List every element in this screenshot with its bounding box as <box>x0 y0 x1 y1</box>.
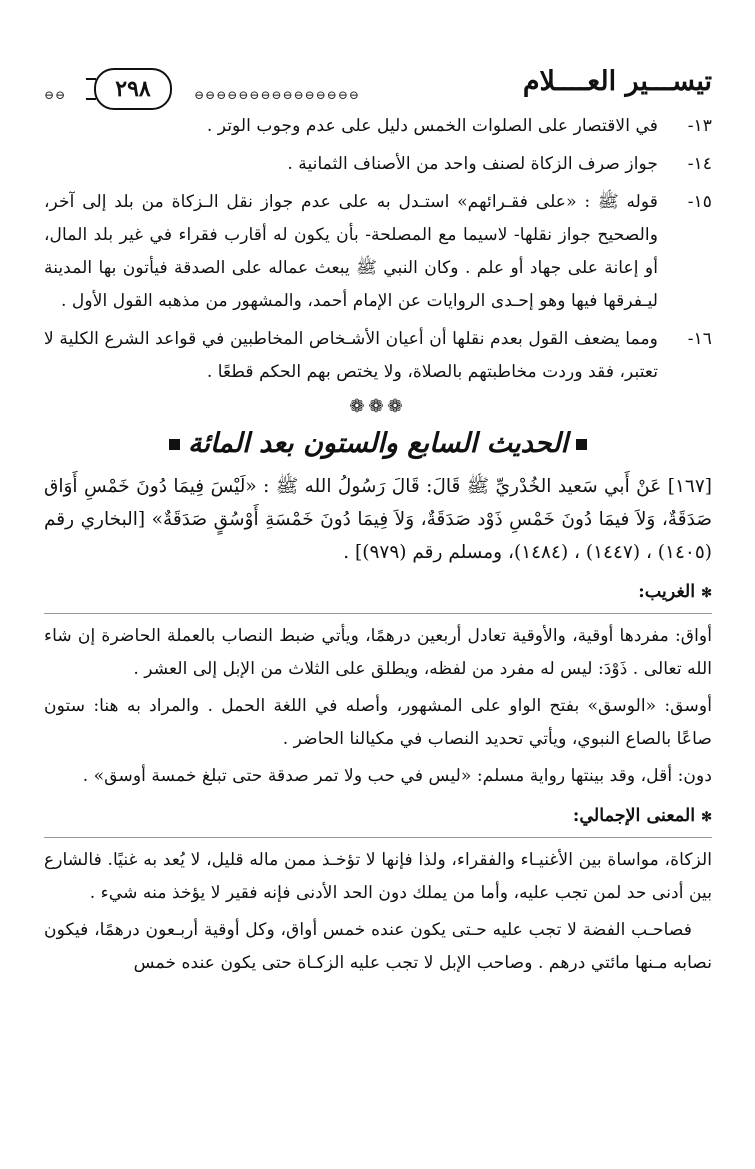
divider <box>44 613 712 614</box>
gharib-paragraph: دون: أقل، وقد بينتها رواية مسلم: «ليس في حب ولا تمر صدقة حتى تبلغ خمسة أوسق» . <box>82 766 712 786</box>
gharib-heading-text: الغريب: <box>638 582 696 602</box>
page-body <box>44 110 712 980</box>
item-text: جواز صرف الزكاة لصنف واحد من الأصناف الثمانية . <box>287 154 658 174</box>
numbered-item <box>44 186 712 318</box>
general-meaning-paragraph: فصاحـب الفضة لا تجب عليه حـتى يكون عنده خمس أواق، وكل أوقية أربـعون درهمًا، فيكون نصابه مـنها مائتي درهم . وصاحب الإبل لا تجب عليه الزكـاة حتى يكون عنده خمس <box>44 920 712 973</box>
square-bullet-icon <box>169 439 180 450</box>
item-text: ومما يضعف القول بعدم نقلها أن أعيان الأشـخاص المخاطبين في قواعد الشرع الكلية لا تعتبر، فقد وردت مخاطبتهم بالصلاة، ولا يختص بهم الحكم قطعًا . <box>44 329 658 382</box>
hadith-text: [١٦٧] عَنْ أَبي سَعيد الخُدْريِّ ﷺ قَالَ: قَالَ رَسُولُ الله ﷺ : «لَيْسَ فِيمَا دُونَ خَمْسِ أَوَاق صَدَقَةٌ، وَلاَ فيمَا دُونَ خَمْسِ ذَوْد صَدَقَةٌ، وَلاَ فِيمَا دُونَ خَمْسَةِ أَوْسُقٍ صَدَقَةٌ» [البخاري رقم (١٤٠٥) ، (١٤٤٧) ، (١٤٨٤)، ومسلم رقم (٩٧٩)] . <box>44 476 712 563</box>
item-text: قوله ﷺ : «على فقـرائهم» استـدل به على عدم جواز نقل الـزكاة من بلد إلى آخر، والصحيح جواز نقلها- لاسيما مع المصلحة- بأن يكون له أقارب فقراء في غير بلد المال، أو إعانة على جهاد أو علم . وكان النبي ﷺ يبعث عماله على الصدقة فيأتون بها المدينة ليـفرقها فيها وهو إحـدى الروايات عن الإمام أحمد، والمشهور من مذهبه القول الأول . <box>44 192 658 311</box>
general-meaning-heading <box>44 799 712 835</box>
item-number: ١٦- <box>687 329 712 349</box>
page <box>44 60 712 984</box>
numbered-item <box>44 323 712 389</box>
page-header <box>44 60 712 110</box>
square-bullet-icon <box>576 439 587 450</box>
gharib-paragraph: أواق: مفردها أوقية، والأوقية تعادل أربعين درهمًا، ويأتي ضبط النصاب بالعملة الحاضرة إن شاء الله تعالى . ذَوْدَ: ليس له مفرد من لفظه، ويطلق على الثلاث من الإبل إلى العشر . <box>44 626 712 679</box>
asterisk-icon: ✻ <box>701 810 712 825</box>
numbered-item <box>44 110 712 143</box>
header-ornament: ⊖⊖⊖⊖⊖⊖⊖⊖⊖⊖⊖⊖⊖⊖⊖ <box>194 88 360 102</box>
item-number: ١٥- <box>687 192 712 212</box>
asterisk-icon: ✻ <box>701 586 712 601</box>
header-ornament-small: ⊖⊖ <box>44 88 67 102</box>
general-meaning-paragraph: الزكاة، مواساة بين الأغنيـاء والفقراء، ولذا فإنها لا تؤخـذ ممن ماله قليل، لا يُعد به غنيًا. فالشارع بين أدنى حد لمن تجب عليه، وأما من يملك دون الحد الأدنى فإنه فقير لا يؤخذ منه شيء . <box>44 850 712 903</box>
hadith-heading <box>44 426 712 462</box>
page-number: ٢٩٨ <box>94 68 172 110</box>
hadith-heading-text: الحديث السابع والستون بعد المائة <box>188 428 568 459</box>
gharib-paragraph: أوسق: «الوسق» بفتح الواو على المشهور، وأصله في اللغة الحمل . والمراد به هنا: ستون صاعًا بالصاع النبوي، ويأتي تحديد النصاب في مكيالنا الحاضر . <box>44 696 712 749</box>
divider <box>44 837 712 838</box>
running-title: تيســـير العــــلام <box>522 66 712 97</box>
item-number: ١٤- <box>687 154 712 174</box>
item-number: ١٣- <box>687 116 712 136</box>
numbered-item <box>44 148 712 181</box>
section-divider-stars: ❁❁❁ <box>349 396 407 417</box>
item-text: في الاقتصار على الصلوات الخمس دليل على عدم وجوب الوتر . <box>206 116 658 136</box>
gharib-heading <box>44 575 712 611</box>
general-meaning-heading-text: المعنى الإجمالي: <box>572 806 696 826</box>
